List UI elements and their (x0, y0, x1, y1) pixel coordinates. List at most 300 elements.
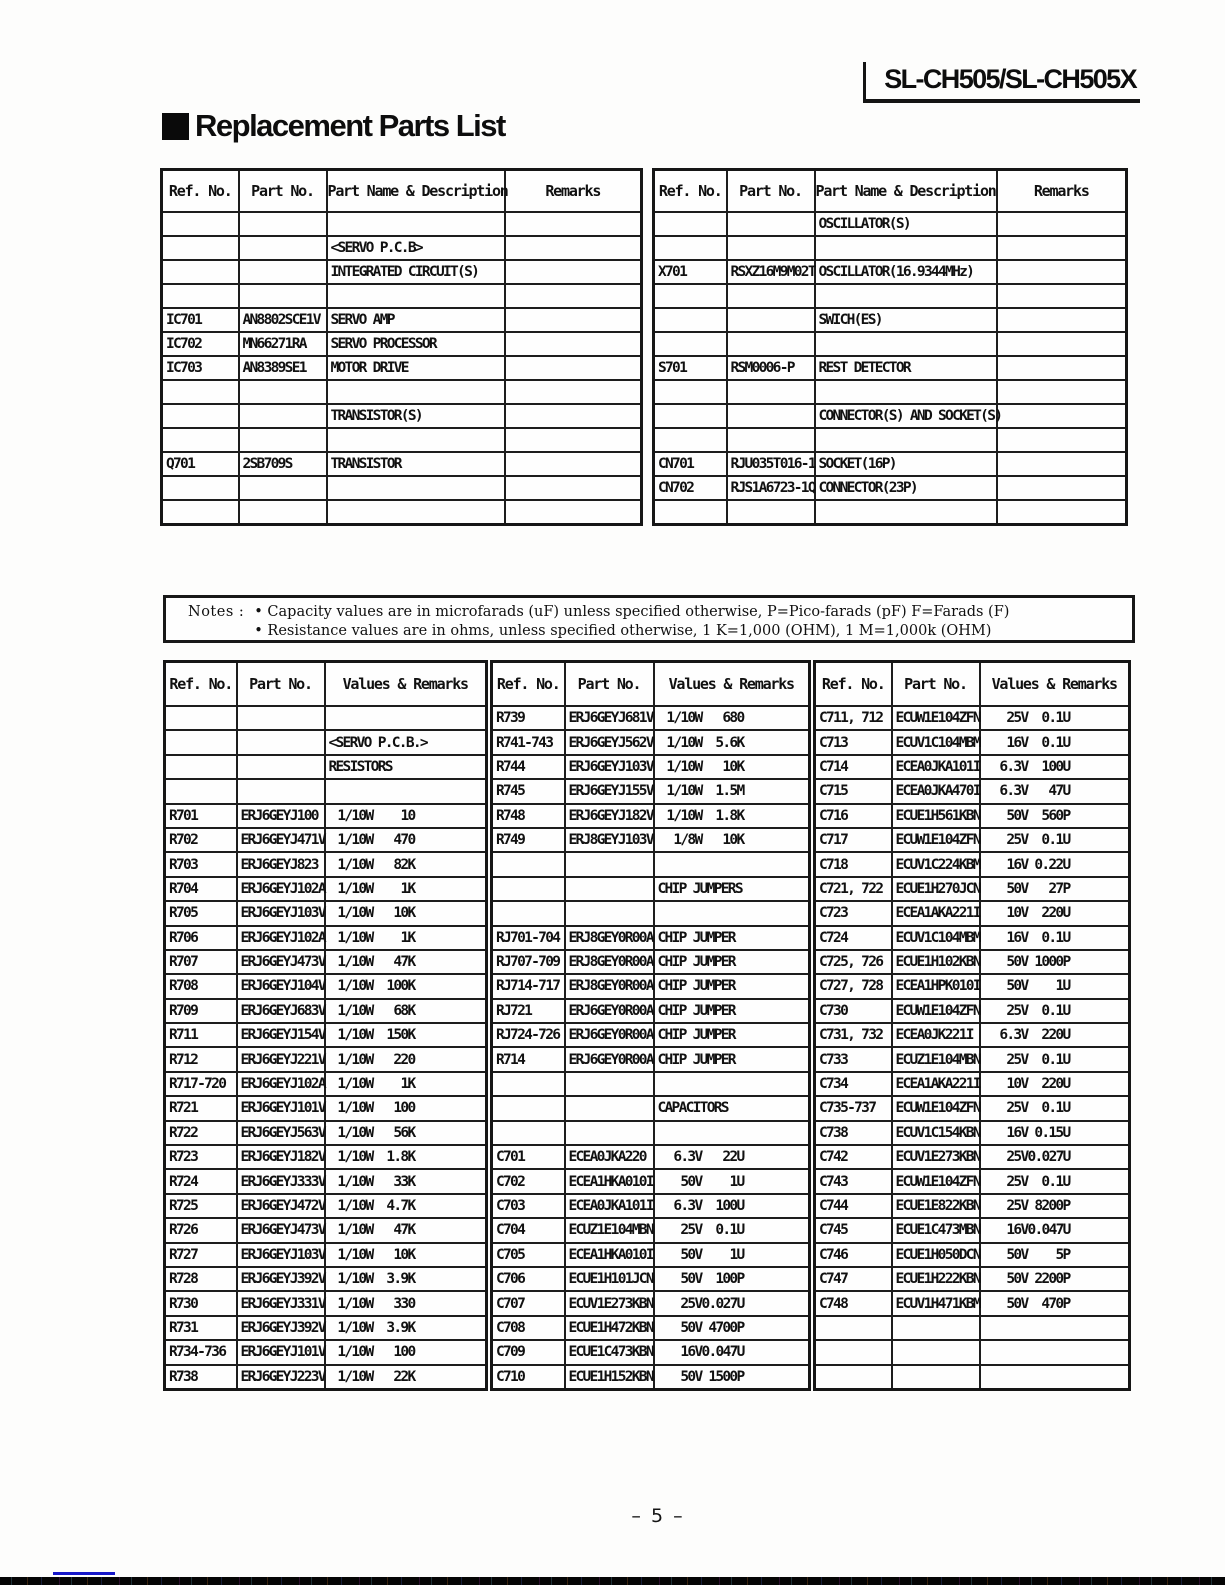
table-cell (505, 212, 642, 236)
table-cell: ERJ6GEYJ221V (237, 1047, 325, 1071)
table-cell (565, 1096, 654, 1120)
table-cell: 25V 0.027U (980, 1145, 1130, 1169)
table-cell: 10V 220U (980, 1072, 1130, 1096)
table-cell: 16V 0.1U (980, 730, 1130, 754)
table-cell (815, 1316, 892, 1340)
table-cell: R727 (165, 1243, 237, 1267)
table-row (165, 1316, 487, 1340)
table-cell: ECUE1E822KBN (892, 1194, 980, 1218)
table-cell (162, 500, 239, 525)
table-row (492, 1243, 810, 1267)
table-cell: ERJ6GEYJ182V (237, 1145, 325, 1169)
table-cell: C734 (815, 1072, 892, 1096)
table-cell: 50V 5P (980, 1243, 1130, 1267)
table-cell: ECUE1H270JCN (892, 877, 980, 901)
table-row (815, 730, 1130, 754)
table-cell: 1/10W 1K (325, 1072, 487, 1096)
table-cell: ERJ6GEY0R00A (565, 1023, 654, 1047)
scan-edge-black-bar (0, 1577, 1225, 1585)
table-cell: ERJ6GEYJ392V (237, 1316, 325, 1340)
table-cell: 1/10W 100K (325, 974, 487, 998)
table-cell (162, 260, 239, 284)
table-cell (237, 730, 325, 754)
table-row (165, 828, 487, 852)
table-row (165, 1169, 487, 1193)
table-cell: C708 (492, 1316, 565, 1340)
table-row (492, 1023, 810, 1047)
table-row (815, 926, 1130, 950)
table-cell: RJ721 (492, 999, 565, 1023)
table-cell: CHIP JUMPER (654, 1047, 810, 1071)
table-cell: 1/10W 1.5M (654, 779, 810, 803)
table-cell: 1/10W 33K (325, 1169, 487, 1193)
table-cell: ERJ6GEYJ182V (565, 804, 654, 828)
table-cell: ERJ6GEYJ155V (565, 779, 654, 803)
table-cell: C718 (815, 852, 892, 876)
table-cell: 1/10W 3.9K (325, 1316, 487, 1340)
table-cell (492, 1096, 565, 1120)
page-number: – 5 – (631, 1505, 685, 1527)
table-cell (239, 500, 327, 525)
table-cell: 50V 1U (654, 1169, 810, 1193)
table-cell: ERJ6GEYJ102A (237, 926, 325, 950)
table-row (165, 1023, 487, 1047)
table-cell (892, 1365, 980, 1390)
table-cell (162, 212, 239, 236)
table-cell (239, 428, 327, 452)
table-cell: ERJ6GEYJ681V (565, 706, 654, 730)
table-row (162, 476, 642, 500)
table-cell (237, 706, 325, 730)
table-row (815, 755, 1130, 779)
table-cell (327, 428, 505, 452)
table-cell: C710 (492, 1365, 565, 1390)
table-cell (980, 1316, 1130, 1340)
table-row (492, 828, 810, 852)
table-cell (492, 852, 565, 876)
table-cell: <SERVO P.C.B.> (325, 730, 487, 754)
table-row (162, 500, 642, 525)
table-row (492, 901, 810, 925)
table-row (815, 1340, 1130, 1364)
table-cell (327, 212, 505, 236)
notes-box (163, 595, 1135, 643)
table-row (815, 1169, 1130, 1193)
table-cell: R717-720 (165, 1072, 237, 1096)
table-cell (815, 428, 997, 452)
table-cell: 50V 1U (980, 974, 1130, 998)
table-row (492, 974, 810, 998)
table-row (162, 212, 642, 236)
table-row (815, 1365, 1130, 1390)
table-cell: CHIP JUMPERS (654, 877, 810, 901)
table-cell: ERJ8GEY0R00A (565, 950, 654, 974)
table-cell: CN702 (654, 476, 727, 500)
table-cell: R730 (165, 1291, 237, 1315)
table-row (492, 1047, 810, 1071)
table-cell: C747 (815, 1267, 892, 1291)
table-cell: TRANSISTOR(S) (327, 404, 505, 428)
table-cell: ECUE1H101JCN (565, 1267, 654, 1291)
table-cell (239, 212, 327, 236)
table-cell: S701 (654, 356, 727, 380)
table-cell (239, 284, 327, 308)
table-cell: C724 (815, 926, 892, 950)
table-cell: CHIP JUMPER (654, 974, 810, 998)
table-cell: C735-737 (815, 1096, 892, 1120)
table-row (654, 452, 1127, 476)
table-cell: ECUW1E104ZFN (892, 1169, 980, 1193)
table-row (165, 1267, 487, 1291)
header-row (654, 170, 1127, 213)
table-row (492, 1145, 810, 1169)
table-cell (654, 332, 727, 356)
table-cell: ECUE1C473KBN (565, 1340, 654, 1364)
table-cell (327, 284, 505, 308)
table-row (165, 950, 487, 974)
table-cell: 16V 0.15U (980, 1121, 1130, 1145)
table-row (162, 308, 642, 332)
table-row (492, 730, 810, 754)
table-row (165, 999, 487, 1023)
table-cell: 1/10W 1.8K (654, 804, 810, 828)
table-row (165, 1194, 487, 1218)
table-row (492, 852, 810, 876)
table-cell: R738 (165, 1365, 237, 1390)
table-cell: 6.3V 22U (654, 1145, 810, 1169)
table-cell: 25V 0.1U (654, 1218, 810, 1242)
column-header: Values & Remarks (325, 662, 487, 707)
table-cell (997, 356, 1127, 380)
table-row (654, 308, 1127, 332)
table-cell (162, 236, 239, 260)
table-cell: CHIP JUMPER (654, 926, 810, 950)
table-cell: R724 (165, 1169, 237, 1193)
table-row (165, 755, 487, 779)
table-cell (162, 476, 239, 500)
table-cell (654, 901, 810, 925)
table-cell (492, 877, 565, 901)
table-cell (327, 476, 505, 500)
parts-table (652, 168, 1128, 526)
table-cell (815, 1365, 892, 1390)
table-cell: ECUV1C224KBM (892, 852, 980, 876)
parts-table (163, 660, 488, 1391)
table-cell: ECUE1H561KBN (892, 804, 980, 828)
table-row (492, 1096, 810, 1120)
table-cell (980, 1340, 1130, 1364)
table-row (162, 452, 642, 476)
table-cell: RSXZ16M9M02T (727, 260, 815, 284)
table-cell: 1/10W 1.8K (325, 1145, 487, 1169)
table-cell (325, 779, 487, 803)
table-cell: ERJ8GEY0R00A (565, 974, 654, 998)
table-cell (165, 730, 237, 754)
table-row (492, 804, 810, 828)
table-cell: 50V 100P (654, 1267, 810, 1291)
table-cell: R704 (165, 877, 237, 901)
table-cell (165, 706, 237, 730)
table-cell (239, 260, 327, 284)
table-cell (654, 212, 727, 236)
table-cell: R728 (165, 1267, 237, 1291)
table-row (165, 1218, 487, 1242)
table-cell: RJ724-726 (492, 1023, 565, 1047)
table-cell: C743 (815, 1169, 892, 1193)
table-cell: R721 (165, 1096, 237, 1120)
table-cell: MN66271RA (239, 332, 327, 356)
table-cell: 16V 0.1U (980, 926, 1130, 950)
column-header: Values & Remarks (654, 662, 810, 707)
table-cell: 50V 2200P (980, 1267, 1130, 1291)
table-cell (997, 500, 1127, 525)
table-cell: ECUV1C104MBM (892, 730, 980, 754)
table-cell: ERJ6GEYJ103V (237, 901, 325, 925)
table-row (162, 380, 642, 404)
table-row (492, 1340, 810, 1364)
table-row (165, 1047, 487, 1071)
table-cell (239, 404, 327, 428)
table-cell (325, 706, 487, 730)
table-cell (727, 236, 815, 260)
table-cell: 1/10W 1K (325, 877, 487, 901)
table-row (815, 1267, 1130, 1291)
table-cell: ECEA0JKA101I (565, 1194, 654, 1218)
table-cell: OSCILLATOR(16.9344MHz) (815, 260, 997, 284)
table-cell: ERJ6GEYJ223V (237, 1365, 325, 1390)
table-cell: INTEGRATED CIRCUIT(S) (327, 260, 505, 284)
table-cell: 1/10W 47K (325, 1218, 487, 1242)
table-cell: R745 (492, 779, 565, 803)
table-cell: C707 (492, 1291, 565, 1315)
table-cell: 1/8W 10K (654, 828, 810, 852)
table-row (815, 1072, 1130, 1096)
table-cell (505, 356, 642, 380)
table-row (492, 1121, 810, 1145)
model-number: SL-CH505/SL-CH505X (884, 64, 1136, 94)
table-row (165, 804, 487, 828)
table-cell: R741-743 (492, 730, 565, 754)
parts-table (490, 660, 811, 1391)
table-cell (165, 779, 237, 803)
table-cell: ECEA1HKA010I (565, 1243, 654, 1267)
column-header: Remarks (505, 170, 642, 213)
table-row (815, 1194, 1130, 1218)
table-row (654, 380, 1127, 404)
table-cell: RESISTORS (325, 755, 487, 779)
table-row (492, 779, 810, 803)
table-row (815, 1096, 1130, 1120)
model-number-box (863, 62, 1140, 103)
table-cell: ERJ6GEYJ473V (237, 1218, 325, 1242)
table-cell: 1/10W 150K (325, 1023, 487, 1047)
table-cell: C705 (492, 1243, 565, 1267)
table-cell: CHIP JUMPER (654, 1023, 810, 1047)
table-cell (237, 779, 325, 803)
table-row (492, 1365, 810, 1390)
table-cell: 50V 470P (980, 1291, 1130, 1315)
table-row (165, 1340, 487, 1364)
table-row (165, 877, 487, 901)
table-cell (237, 755, 325, 779)
table-cell (727, 212, 815, 236)
table-cell: ERJ6GEYJ104V (237, 974, 325, 998)
table-cell (727, 308, 815, 332)
ic-transistor-parts-table (160, 168, 640, 526)
table-cell (727, 500, 815, 525)
notes-line-resistance: • Resistance values are in ohms, unless specified otherwise, 1 K=1,000 (OHM), 1 M=1,000k (OHM) (254, 623, 992, 639)
column-header: Ref. No. (162, 170, 239, 213)
table-cell: AN8389SE1 (239, 356, 327, 380)
table-cell: SERVO AMP (327, 308, 505, 332)
table-cell: ERJ6GEYJ823 (237, 852, 325, 876)
column-header: Part No. (727, 170, 815, 213)
table-cell: C709 (492, 1340, 565, 1364)
table-cell: 1/10W 47K (325, 950, 487, 974)
table-cell: Q701 (162, 452, 239, 476)
column-header: Part No. (237, 662, 325, 707)
table-row (165, 1243, 487, 1267)
table-row (492, 1072, 810, 1096)
table-cell: R734-736 (165, 1340, 237, 1364)
table-cell: 25V 0.1U (980, 1096, 1130, 1120)
table-cell: 25V 0.1U (980, 1169, 1130, 1193)
table-cell: R748 (492, 804, 565, 828)
table-cell: ECUV1C104MBM (892, 926, 980, 950)
table-cell: <SERVO P.C.B> (327, 236, 505, 260)
table-cell (997, 212, 1127, 236)
table-cell: 1/10W 470 (325, 828, 487, 852)
table-cell: ERJ6GEYJ392V (237, 1267, 325, 1291)
table-cell (505, 452, 642, 476)
table-cell: 16V 0.22U (980, 852, 1130, 876)
table-cell: R706 (165, 926, 237, 950)
table-cell (654, 500, 727, 525)
table-cell: ECUE1H102KBN (892, 950, 980, 974)
table-row (815, 1316, 1130, 1340)
table-row (654, 500, 1127, 525)
table-cell: R749 (492, 828, 565, 852)
table-cell (162, 404, 239, 428)
table-row (162, 428, 642, 452)
table-row (815, 1243, 1130, 1267)
table-cell: 25V 0.1U (980, 828, 1130, 852)
table-row (165, 1096, 487, 1120)
table-row (165, 706, 487, 730)
table-cell: ECUV1C154KBN (892, 1121, 980, 1145)
table-cell: 1/10W 4.7K (325, 1194, 487, 1218)
table-cell: RJU035T016-1 (727, 452, 815, 476)
table-row (815, 1023, 1130, 1047)
table-cell: C711, 712 (815, 706, 892, 730)
table-cell: C702 (492, 1169, 565, 1193)
table-cell: 50V 1000P (980, 950, 1130, 974)
table-cell (162, 284, 239, 308)
table-cell: 6.3V 47U (980, 779, 1130, 803)
column-header: Part Name & Description (327, 170, 505, 213)
table-cell: C716 (815, 804, 892, 828)
table-cell (505, 404, 642, 428)
table-cell: R731 (165, 1316, 237, 1340)
table-cell (239, 476, 327, 500)
table-cell: ECUW1E104ZFN (892, 1096, 980, 1120)
table-cell: ECUE1H222KBN (892, 1267, 980, 1291)
table-row (165, 1365, 487, 1390)
table-cell: ECUE1H152KBN (565, 1365, 654, 1390)
table-cell (565, 1121, 654, 1145)
table-row (492, 877, 810, 901)
table-cell: C738 (815, 1121, 892, 1145)
table-row (815, 1218, 1130, 1242)
table-cell: IC703 (162, 356, 239, 380)
table-row (492, 950, 810, 974)
table-row (815, 779, 1130, 803)
table-cell: ECEA0JK221I (892, 1023, 980, 1047)
table-row (654, 356, 1127, 380)
table-cell (815, 380, 997, 404)
header-row (815, 662, 1130, 707)
table-cell: ECUW1E104ZFN (892, 828, 980, 852)
table-row (815, 877, 1130, 901)
table-cell (997, 332, 1127, 356)
table-cell: ECUE1H050DCN (892, 1243, 980, 1267)
table-row (654, 212, 1127, 236)
table-cell: ECUV1H471KBM (892, 1291, 980, 1315)
table-row (654, 236, 1127, 260)
table-cell (727, 284, 815, 308)
table-cell: CHIP JUMPER (654, 950, 810, 974)
table-row (654, 476, 1127, 500)
table-cell: R723 (165, 1145, 237, 1169)
table-cell: ERJ6GEYJ102A (237, 1072, 325, 1096)
table-row (654, 260, 1127, 284)
notes-line-capacity: • Capacity values are in microfarads (uF) unless specified otherwise, P=Pico-farads (pF) F=Farads (F) (254, 604, 1010, 620)
table-cell (565, 1072, 654, 1096)
table-cell: C713 (815, 730, 892, 754)
page-title-text: Replacement Parts List (195, 108, 505, 143)
table-cell: ECUE1H472KBN (565, 1316, 654, 1340)
table-cell: R701 (165, 804, 237, 828)
table-cell (505, 380, 642, 404)
table-cell: C744 (815, 1194, 892, 1218)
table-cell: 10V 220U (980, 901, 1130, 925)
table-cell (997, 284, 1127, 308)
table-cell: IC701 (162, 308, 239, 332)
table-cell: ERJ6GEYJ154V (237, 1023, 325, 1047)
table-row (492, 1194, 810, 1218)
table-cell (565, 901, 654, 925)
table-cell (727, 404, 815, 428)
table-cell (815, 284, 997, 308)
table-cell (654, 308, 727, 332)
table-row (165, 974, 487, 998)
table-cell (505, 332, 642, 356)
table-cell: R708 (165, 974, 237, 998)
table-cell: CONNECTOR(23P) (815, 476, 997, 500)
table-row (815, 901, 1130, 925)
table-row (162, 236, 642, 260)
table-cell: ERJ6GEY0R00A (565, 999, 654, 1023)
table-cell: REST DETECTOR (815, 356, 997, 380)
table-cell (654, 284, 727, 308)
table-cell (505, 260, 642, 284)
table-cell: 6.3V 100U (980, 755, 1130, 779)
table-cell: 50V 1U (654, 1243, 810, 1267)
table-cell: MOTOR DRIVE (327, 356, 505, 380)
table-cell (892, 1340, 980, 1364)
table-row (162, 356, 642, 380)
table-cell: ERJ6GEYJ100 (237, 804, 325, 828)
